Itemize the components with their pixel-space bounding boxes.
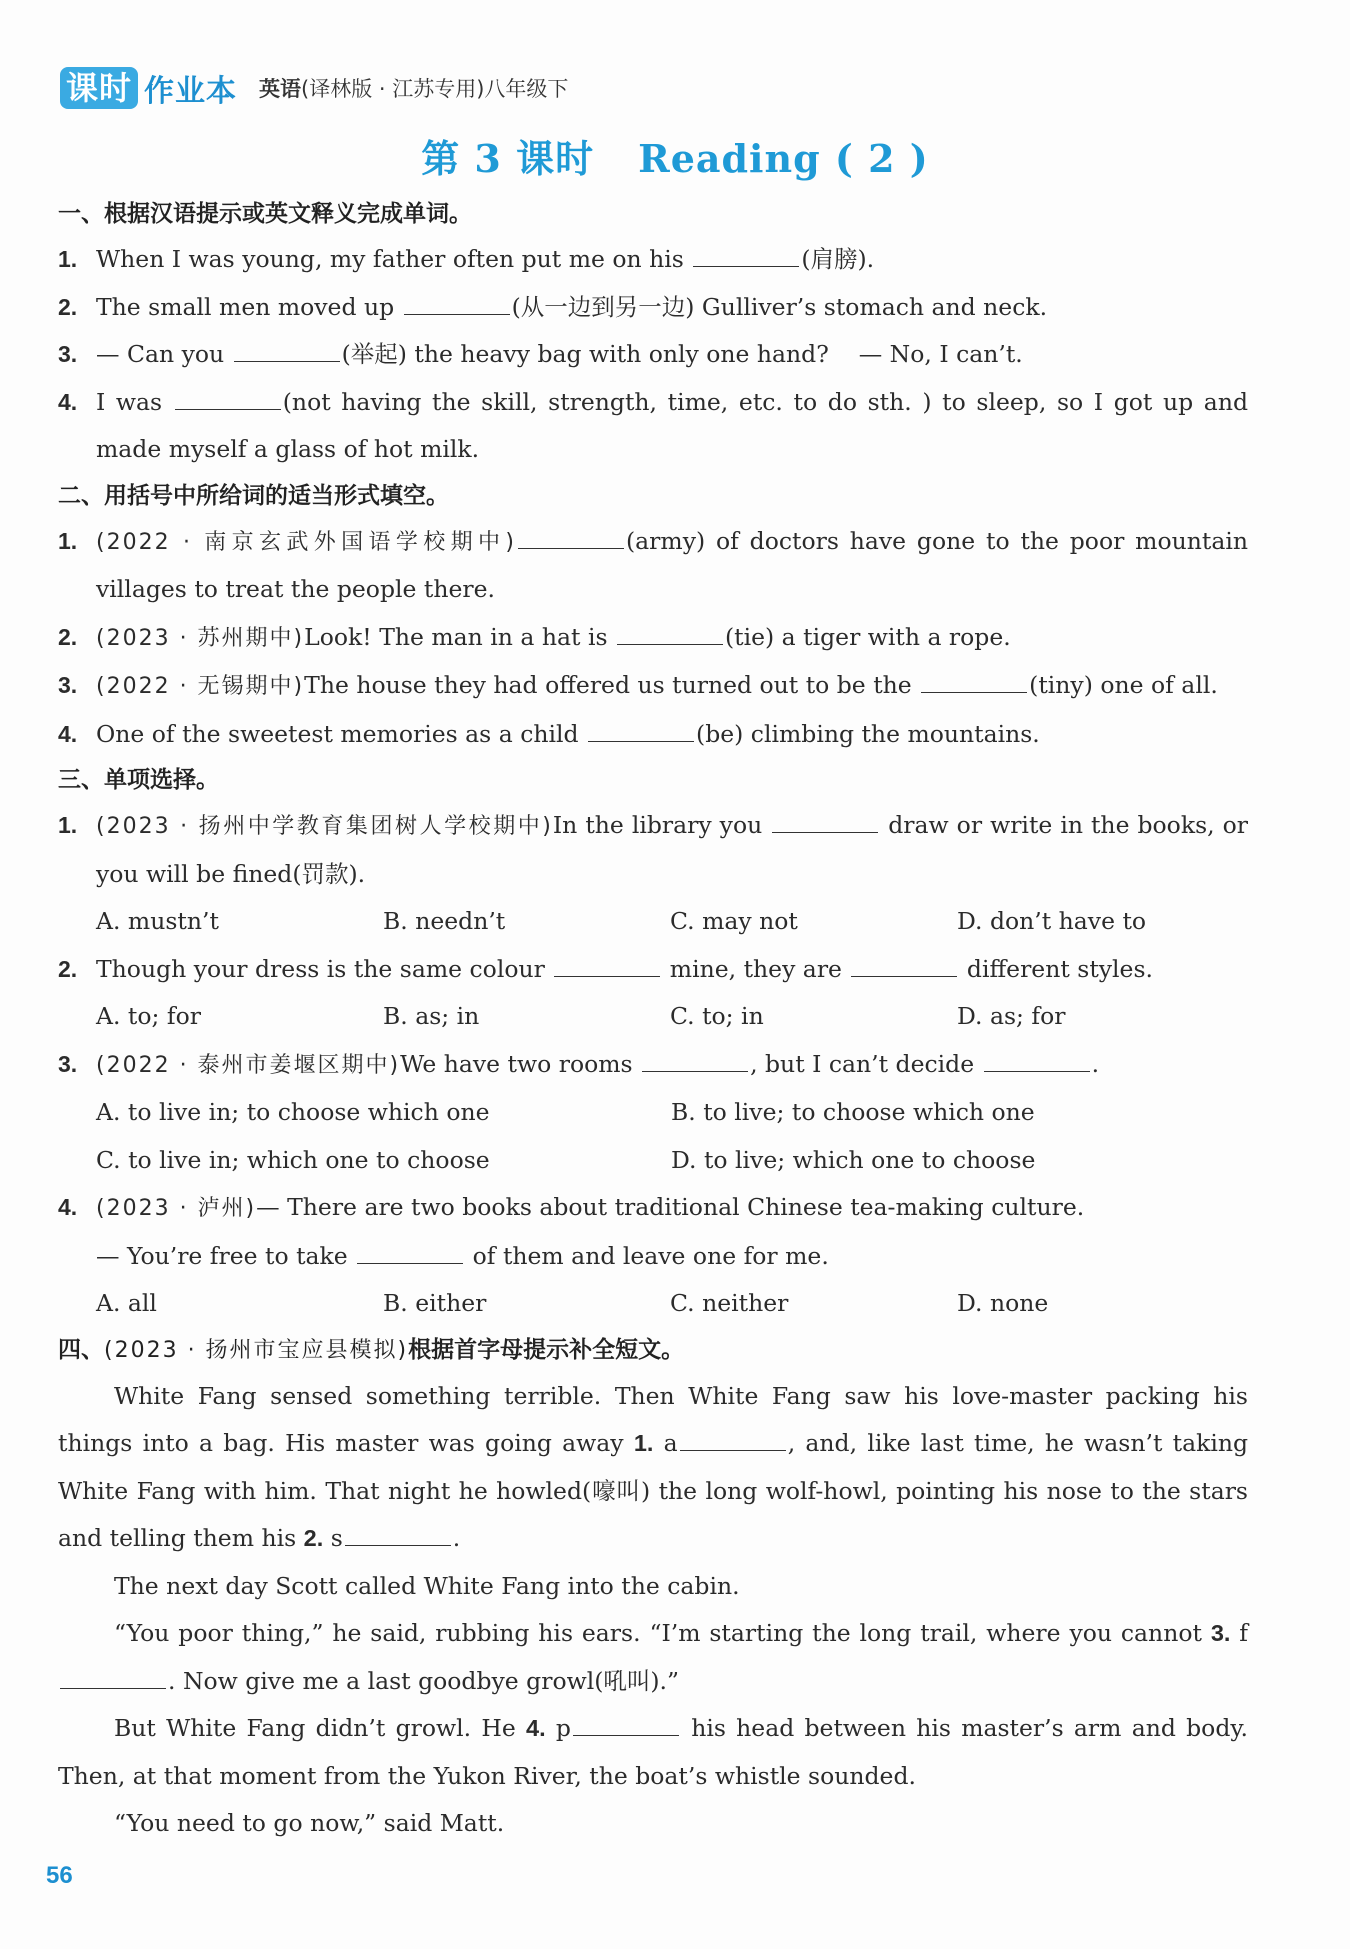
lesson-label: 第 3 课时 [421, 136, 595, 181]
blank-hint-letter: a [653, 1429, 678, 1457]
question-item [58, 711, 1248, 759]
answer-blank[interactable] [642, 1047, 748, 1072]
question-text: — Can you [96, 340, 232, 368]
question-text: of them and leave one for me. [465, 1241, 829, 1270]
passage-text: “You poor thing,” he said, rubbing his ears. “I’m starting the long trail, where you cannot [114, 1619, 1211, 1647]
answer-blank[interactable] [588, 717, 694, 742]
option-d[interactable]: D. none [957, 1289, 1049, 1317]
question-number: 2. [58, 623, 78, 650]
option-d[interactable]: D. don’t have to [957, 907, 1147, 935]
section-1-heading: 一、根据汉语提示或英文释义完成单词。 [58, 201, 472, 227]
question-text: The small men moved up [96, 292, 402, 321]
answer-blank[interactable] [404, 290, 510, 315]
blank-number: 4. [526, 1715, 546, 1741]
option-d[interactable]: D. to live; which one to choose [671, 1145, 1036, 1174]
section-instruction: 根据首字母提示补全短文。 [408, 1336, 685, 1363]
passage-paragraph: The next day Scott called White Fang into the cabin. [114, 1571, 740, 1600]
question-number: 2. [58, 955, 78, 982]
question-source: (2022 · 无锡期中) [96, 674, 305, 699]
answer-blank[interactable] [693, 242, 799, 267]
page-number: 56 [46, 1862, 73, 1889]
question-item [58, 236, 1248, 284]
question-number: 1. [58, 527, 78, 554]
question-text: One of the sweetest memories as a child [96, 719, 587, 748]
question-item [58, 284, 1248, 332]
logo-mark: 课时 [60, 67, 138, 109]
question-text: (army) of doctors have gone to the poor mountain villages to treat the people there. [96, 526, 1248, 603]
question-item [58, 1184, 1248, 1280]
options-row [58, 993, 1248, 1041]
answer-blank[interactable] [345, 1521, 451, 1546]
passage-text: White Fang sensed something terrible. Then White Fang saw his love-master packing his things into a bag. His master was going away [58, 1381, 1248, 1457]
passage-paragraph [58, 1373, 1248, 1563]
blank-number: 2. [303, 1525, 324, 1551]
question-item [58, 614, 1248, 663]
option-c[interactable]: C. to; in [670, 1002, 764, 1030]
answer-blank[interactable] [573, 1711, 679, 1736]
blank-hint-letter: s [323, 1524, 343, 1552]
passage-text: . [452, 1524, 461, 1552]
question-item [58, 331, 1248, 379]
question-text: (举起) the heavy bag with only one hand? — No, I can’t. [341, 340, 1023, 368]
question-item [58, 518, 1248, 614]
answer-blank[interactable] [617, 620, 723, 645]
question-text: (tie) a tiger with a rope. [725, 622, 1011, 651]
question-text: (从一边到另一边) Gulliver’s stomach and neck. [511, 292, 1048, 321]
question-item [58, 379, 1248, 474]
answer-blank[interactable] [234, 337, 340, 362]
answer-blank[interactable] [921, 668, 1027, 693]
worksheet-content [58, 192, 1248, 1848]
question-text: In the library you [552, 811, 771, 839]
options-row [58, 1280, 1248, 1328]
section-4-heading [58, 1328, 1248, 1373]
question-source: (2022 · 南京玄武外国语学校期中) [96, 529, 516, 555]
passage-text: , and, like last time, he wasn’t taking White Fang with him. That night he howled(嚎叫) the long wolf-howl, pointing his nose to the stars and telling them his [58, 1429, 1249, 1552]
passage-text: But White Fang didn’t growl. He [114, 1714, 527, 1742]
answer-blank[interactable] [554, 952, 660, 977]
question-source: (2023 · 扬州中学教育集团树人学校期中) [96, 814, 553, 839]
option-c[interactable]: C. neither [670, 1289, 789, 1317]
options-row [58, 1137, 1248, 1185]
book-edition: (译林版 · 江苏专用)八年级下 [301, 77, 569, 101]
question-text: Look! The man in a hat is [304, 622, 615, 651]
passage-text: his head between his master’s arm and body. Then, at that moment from the Yukon River, the boat’s whistle sounded. [58, 1714, 1249, 1790]
question-item [58, 662, 1248, 711]
question-text: different styles. [959, 954, 1153, 983]
option-b[interactable]: B. as; in [383, 1002, 480, 1030]
lesson-topic: Reading ( 2 ) [638, 136, 929, 181]
passage-paragraph [58, 1610, 1248, 1705]
blank-number: 3. [1210, 1620, 1231, 1646]
question-text: — You’re free to take [96, 1241, 356, 1270]
question-item [58, 802, 1248, 898]
question-text: (be) climbing the mountains. [696, 719, 1040, 748]
answer-blank[interactable] [680, 1426, 786, 1451]
passage-paragraph: “You need to go now,” said Matt. [114, 1809, 505, 1837]
blank-hint-letter: p [545, 1714, 571, 1742]
question-number: 3. [58, 1050, 78, 1077]
question-number: 4. [58, 720, 78, 747]
options-row [58, 898, 1248, 946]
question-text: mine, they are [662, 954, 850, 983]
section-3-heading: 三、单项选择。 [58, 767, 219, 793]
option-a[interactable]: A. all [96, 1289, 157, 1317]
series-logo [60, 66, 237, 110]
blank-number: 1. [633, 1430, 654, 1456]
options-row [58, 1089, 1248, 1137]
question-text: — There are two books about traditional Chinese tea-making culture. [256, 1193, 1085, 1221]
logo-text: 作业本 [144, 74, 238, 109]
passage-text: . Now give me a last goodbye growl(吼叫).” [168, 1666, 680, 1695]
option-b[interactable]: B. either [383, 1289, 487, 1317]
page-title [0, 128, 1350, 183]
question-text: When I was young, my father often put me on his [96, 245, 692, 273]
section-number: 四、 [58, 1336, 104, 1363]
book-subject: 英语 [259, 77, 302, 101]
answer-blank[interactable] [60, 1664, 166, 1689]
option-c[interactable]: C. to live in; which one to choose [96, 1145, 490, 1174]
question-source: (2023 · 扬州市宝应县模拟) [104, 1337, 409, 1363]
question-item [58, 946, 1248, 994]
question-source: (2023 · 苏州期中) [96, 625, 305, 651]
question-number: 3. [58, 672, 78, 698]
answer-blank[interactable] [518, 524, 624, 549]
question-number: 1. [58, 812, 78, 838]
option-c[interactable]: C. may not [670, 907, 798, 935]
question-text: (tiny) one of all. [1029, 671, 1218, 699]
section-2-heading: 二、用括号中所给词的适当形式填空。 [58, 482, 449, 509]
question-text: (not having the skill, strength, time, etc. to do sth. ) to sleep, so I got up and made myself a glass of hot milk. [96, 387, 1248, 463]
question-text: We have two rooms [400, 1049, 641, 1078]
passage-paragraph [58, 1705, 1248, 1800]
page-header [60, 66, 568, 110]
answer-blank[interactable] [175, 385, 281, 410]
question-item [58, 1041, 1248, 1090]
question-number: 1. [58, 246, 78, 272]
question-number: 3. [58, 341, 78, 367]
question-text: draw or write in the books, or you will be fined(罚款). [96, 811, 1248, 888]
question-text: Though your dress is the same colour [96, 954, 553, 983]
option-b[interactable]: B. needn’t [383, 907, 506, 935]
question-text: (肩膀). [801, 245, 875, 273]
option-b[interactable]: B. to live; to choose which one [671, 1098, 1035, 1126]
answer-blank[interactable] [772, 808, 878, 833]
question-text: . [1091, 1049, 1100, 1078]
question-text: The house they had offered us turned out to be the [304, 671, 920, 699]
option-a[interactable]: A. to; for [96, 1002, 201, 1030]
question-source: (2023 · 泸州) [96, 1196, 257, 1221]
question-source: (2022 · 泰州市姜堰区期中) [96, 1052, 401, 1078]
blank-hint-letter: f [1230, 1619, 1248, 1647]
option-d[interactable]: D. as; for [957, 1002, 1066, 1030]
answer-blank[interactable] [851, 952, 957, 977]
answer-blank[interactable] [357, 1239, 463, 1264]
answer-blank[interactable] [984, 1047, 1090, 1072]
question-text: I was [96, 387, 173, 416]
question-number: 4. [58, 388, 78, 415]
option-a[interactable]: A. mustn’t [96, 907, 219, 935]
book-info [259, 73, 568, 103]
question-text: , but I can’t decide [750, 1049, 982, 1078]
question-number: 2. [58, 293, 78, 320]
option-a[interactable]: A. to live in; to choose which one [96, 1098, 490, 1126]
question-number: 4. [58, 1194, 78, 1220]
